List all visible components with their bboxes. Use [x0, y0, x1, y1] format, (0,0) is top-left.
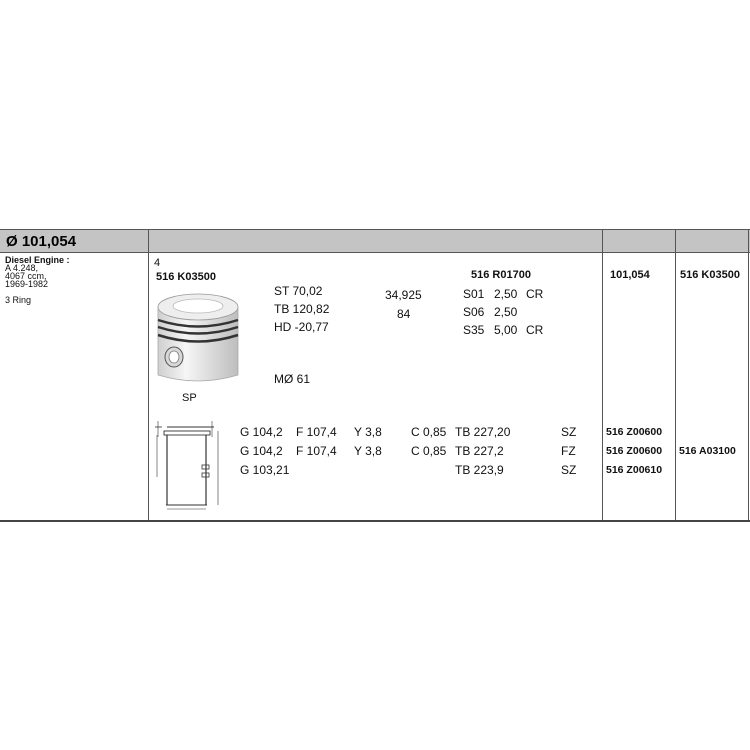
ring-code: S35: [463, 323, 485, 337]
pin-length: 84: [397, 307, 411, 321]
liner-y: Y 3,8: [354, 425, 382, 439]
engine-years: 1969-1982: [5, 279, 49, 289]
ring-code: S01: [463, 287, 485, 301]
diameter-value: 101,054: [610, 269, 650, 281]
liner-y: Y 3,8: [354, 444, 382, 458]
ring-suffix: CR: [526, 323, 544, 337]
liner-tb: TB 227,20: [455, 425, 511, 439]
piston-qty: 4: [154, 257, 161, 269]
engine-ccm: 4067 ccm,: [5, 271, 47, 281]
catalog-table: [0, 229, 750, 522]
engine-rings: 3 Ring: [5, 295, 32, 305]
column-divider: [602, 229, 603, 520]
liner-c: C 0,85: [411, 425, 447, 439]
ring-code: S06: [463, 305, 485, 319]
liner-g: G 104,2: [240, 444, 283, 458]
piston-part-number: 516 K03500: [156, 271, 216, 283]
column-divider: [148, 229, 149, 520]
column-divider: [748, 229, 749, 520]
liner-part-number: 516 Z00610: [606, 464, 663, 476]
ring-value: 2,50: [494, 305, 518, 319]
ring-value: 5,00: [494, 323, 518, 337]
liner-type: SZ: [561, 463, 577, 477]
piston-spec-tb: TB 120,82: [274, 302, 330, 316]
liner-f: F 107,4: [296, 425, 337, 439]
liner-part-number: 516 Z00600: [606, 445, 663, 457]
piston-spec-mo: MØ 61: [274, 372, 311, 386]
pin-diameter: 34,925: [385, 288, 422, 302]
liner-type: FZ: [561, 444, 576, 458]
liner-g: G 103,21: [240, 463, 290, 477]
piston-image: [152, 287, 246, 391]
engine-model: A 4.248,: [5, 263, 39, 273]
ring-set-part-number: 516 R01700: [471, 269, 531, 281]
liner-g: G 104,2: [240, 425, 283, 439]
engine-title: Diesel Engine :: [5, 255, 70, 265]
piston-spec-st: ST 70,02: [274, 284, 323, 298]
liner-part-number: 516 Z00600: [606, 426, 663, 438]
liner-type: SZ: [561, 425, 577, 439]
column-divider: [675, 229, 676, 520]
ring-value: 2,50: [494, 287, 518, 301]
piston-spec-hd: HD -20,77: [274, 320, 329, 334]
piston-type-label: SP: [182, 392, 197, 404]
liner-drawing: [152, 417, 224, 517]
kit-part-number: 516 K03500: [680, 269, 740, 281]
liner-tb: TB 223,9: [455, 463, 504, 477]
liner-f: F 107,4: [296, 444, 337, 458]
liner-kit-number: 516 A03100: [679, 445, 736, 457]
ring-suffix: CR: [526, 287, 544, 301]
table-bottom-border: [0, 520, 750, 522]
liner-c: C 0,85: [411, 444, 447, 458]
liner-tb: TB 227,2: [455, 444, 504, 458]
table-header-bar: [0, 229, 750, 253]
bore-diameter-title: Ø 101,054: [6, 233, 77, 250]
